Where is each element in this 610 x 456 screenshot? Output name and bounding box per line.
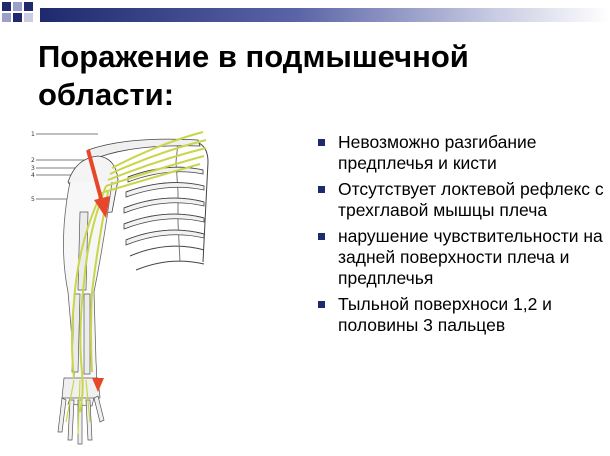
title-line-2: области: xyxy=(38,77,175,112)
bullet-square-icon xyxy=(318,186,325,193)
list-item xyxy=(316,294,606,336)
list-item xyxy=(316,226,606,289)
bullet-square-icon xyxy=(318,139,325,146)
title-line-1: Поражение в подмышечной xyxy=(38,39,469,74)
figure-label-2: 2 xyxy=(31,157,35,164)
list-item xyxy=(316,132,606,174)
bullet-text: Невозможно разгибание предплечья и кисти xyxy=(338,132,537,173)
bullet-square-icon xyxy=(318,301,325,308)
bullet-square-icon xyxy=(318,233,325,240)
figure-label-1: 1 xyxy=(31,131,35,138)
bullet-text: Тыльной поверхноси 1,2 и половины 3 пальцев xyxy=(338,294,552,335)
list-item xyxy=(316,179,606,221)
figure-label-5: 5 xyxy=(31,196,35,203)
slide-title xyxy=(38,38,598,114)
bullet-text: Отсутствует локтевой рефлекс с трехглавой мышцы плеча xyxy=(338,179,604,220)
figure-label-4: 4 xyxy=(31,172,35,179)
header-gradient-bar xyxy=(40,8,610,22)
bullet-text: нарушение чувствительности на задней поверхности плеча и предплечья xyxy=(338,226,603,288)
anatomy-illustration xyxy=(28,122,278,452)
symptom-list xyxy=(316,132,606,341)
figure-label-3: 3 xyxy=(31,165,35,172)
